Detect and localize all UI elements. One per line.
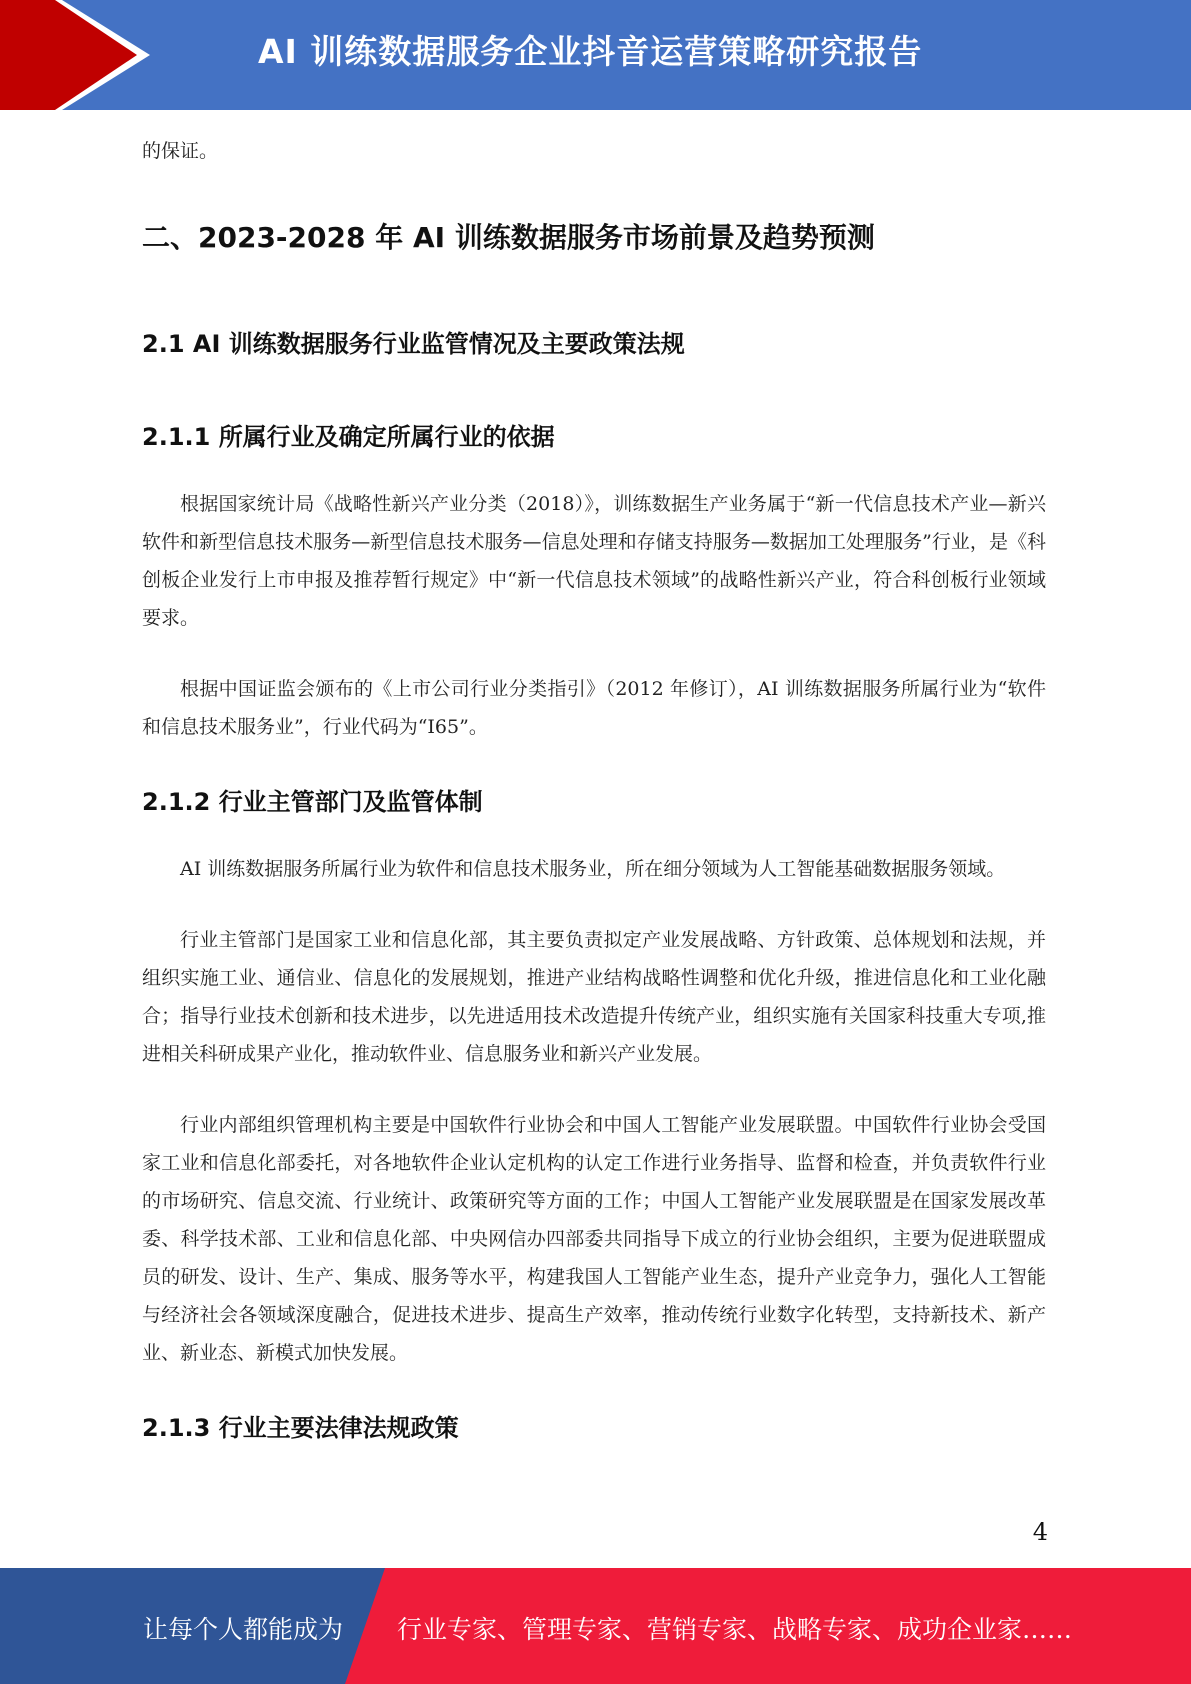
subsection-2-1-3-title: 2.1.3 行业主要法律法规政策 <box>142 1414 459 1442</box>
section-title: 二、2023-2028 年 AI 训练数据服务市场前景及趋势预测 <box>142 221 875 254</box>
subsection-title: 2.1 AI 训练数据服务行业监管情况及主要政策法规 <box>142 330 685 358</box>
page-content <box>142 128 1046 1443</box>
paragraph-2-1-1-b: 根据中国证监会颁布的《上市公司行业分类指引》（2012 年修订），AI 训练数据服务所属行业为“软件和信息技术服务业”，行业代码为“I65”。 <box>142 678 1046 738</box>
footer-slogan-left: 让每个人都能成为 <box>143 1615 344 1644</box>
paragraph-2-1-1-a: 根据国家统计局《战略性新兴产业分类（2018）》，训练数据生产业务属于“新一代信息技术产业—新兴软件和新型信息技术服务—新型信息技术服务—信息处理和存储支持服务—数据加工处理服务”行业，是《科创板企业发行上市申报及推荐暂行规定》中“新一代信息技术领域”的战略性新兴产业，符合科创板行业领域要求。 <box>142 493 1046 629</box>
paragraph-2-1-2-c: 行业内部组织管理机构主要是中国软件行业协会和中国人工智能产业发展联盟。中国软件行业协会受国家工业和信息化部委托，对各地软件企业认定机构的认定工作进行业务指导、监督和检查，并负责软件行业的市场研究、信息交流、行业统计、政策研究等方面的工作；中国人工智能产业发展联盟是在国家发展改革委、科学技术部、工业和信息化部、中央网信办四部委共同指导下成立的行业协会组织，主要为促进联盟成员的研发、设计、生产、集成、服务等水平，构建我国人工智能产业生态，提升产业竞争力，强化人工智能与经济社会各领域深度融合，促进技术进步、提高生产效率，推动传统行业数字化转型，支持新技术、新产业、新业态、新模式加快发展。 <box>142 1114 1046 1364</box>
page-number: 4 <box>1032 1518 1048 1546</box>
paragraph-2-1-2-a: AI 训练数据服务所属行业为软件和信息技术服务业，所在细分领域为人工智能基础数据服务领域。 <box>180 858 1006 880</box>
subsection-2-1-2-title: 2.1.2 行业主管部门及监管体制 <box>142 788 483 816</box>
intro-tail-text: 的保证。 <box>142 140 219 162</box>
subsection-2-1-1-title: 2.1.1 所属行业及确定所属行业的依据 <box>142 423 555 451</box>
page-header <box>0 0 1191 110</box>
footer-slogan-right: 行业专家、管理专家、营销专家、战略专家、成功企业家…… <box>397 1615 1073 1644</box>
report-title: AI 训练数据服务企业抖音运营策略研究报告 <box>258 32 923 71</box>
page-footer <box>0 1568 1191 1684</box>
header-chevron-icon <box>0 0 150 110</box>
paragraph-2-1-2-b: 行业主管部门是国家工业和信息化部，其主要负责拟定产业发展战略、方针政策、总体规划和法规，并组织实施工业、通信业、信息化的发展规划，推进产业结构战略性调整和优化升级，推进信息化和工业化融合；指导行业技术创新和技术进步，以先进适用技术改造提升传统产业，组织实施有关国家科技重大专项,推进相关科研成果产业化，推动软件业、信息服务业和新兴产业发展。 <box>142 929 1046 1065</box>
